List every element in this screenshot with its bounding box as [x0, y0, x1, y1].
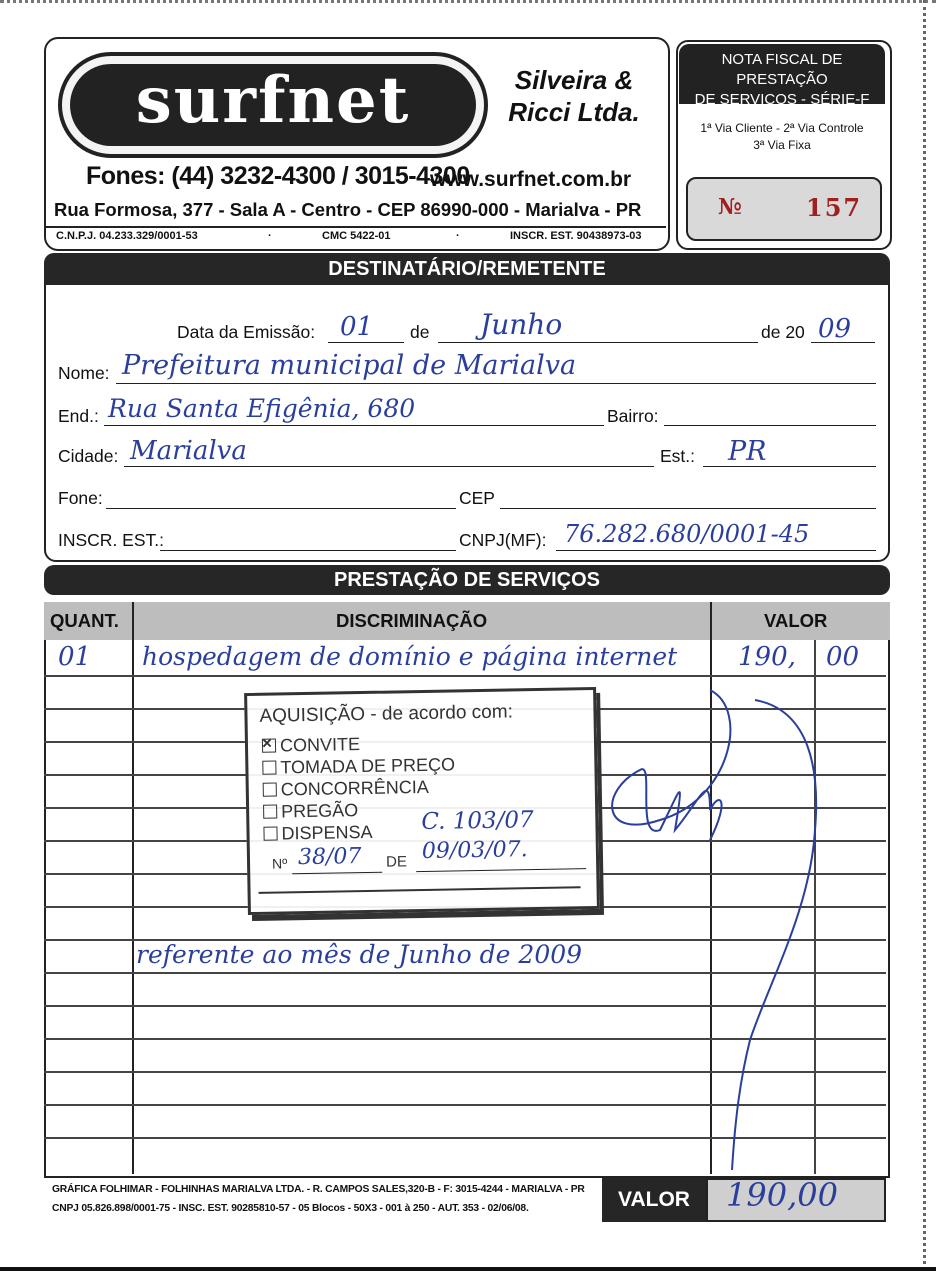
invoice-title-line1: NOTA FISCAL DE PRESTAÇÃO [721, 51, 843, 88]
company-logo [58, 52, 488, 158]
company-cnpj: C.N.P.J. 04.233.329/0001-53 [56, 230, 198, 242]
district-line [664, 425, 876, 426]
company-website: www.surfnet.com.br [430, 168, 632, 191]
city-line [124, 466, 654, 467]
cep-line [500, 508, 876, 509]
perforation-top [0, 0, 936, 6]
printer-info-line2: CNPJ 05.826.898/0001-75 - INSC. EST. 90285810-57 - 05 Blocos - 50X3 - 001 à 250 - AUT. 353 - 02/06/08. [52, 1203, 529, 1214]
checkbox-icon [263, 827, 277, 841]
col-header-quantity: QUANT. [50, 610, 119, 631]
checkbox-icon [263, 805, 277, 819]
name-label: Nome: [58, 363, 110, 383]
perforation-right [923, 0, 930, 1271]
state-registration-line [160, 550, 456, 551]
row1-quantity[interactable]: 01 [58, 642, 92, 672]
recipient-cnpj[interactable]: 76.282.680/0001-45 [564, 520, 810, 548]
recipient-address[interactable]: Rua Santa Efigênia, 680 [108, 394, 416, 423]
checked-box-icon [262, 739, 276, 753]
col-header-value: VALOR [764, 610, 828, 631]
stamp-option-dispensa: DISPENSA [263, 822, 372, 845]
checkbox-icon [262, 761, 276, 775]
issue-month[interactable]: Junho [480, 308, 563, 341]
district-label: Bairro: [607, 406, 659, 426]
issue-year-label: de 20 [761, 322, 805, 342]
issue-year[interactable]: 09 [818, 314, 852, 344]
phone-label: Fone: [58, 488, 103, 508]
company-name [494, 64, 654, 128]
stamp-title: AQUISIÇÃO - de acordo com: [259, 701, 514, 727]
state-registration-label: INSCR. EST.: [58, 530, 164, 550]
invoice-title [679, 44, 885, 108]
col-divider [132, 602, 134, 1174]
copy-distribution-line2: 3ª Via Fixa [753, 138, 811, 152]
cnpj-label: CNPJ(MF): [459, 530, 547, 550]
stamp-number-label: Nº [271, 855, 288, 872]
invoice-title-line2: DE SERVIÇOS - SÉRIE-F [694, 91, 870, 108]
stamp-date: 09/03/07. [421, 837, 528, 865]
date-de-label: de [410, 322, 430, 342]
issue-day-line [328, 342, 404, 343]
printer-info-line1: GRÁFICA FOLHIMAR - FOLHINHAS MARIALVA LTDA. - R. CAMPOS SALES,320-B - F: 3015-4244 - MARIALVA - PR [52, 1184, 585, 1195]
invoice-number-label: № [718, 194, 742, 220]
row1-value-cents[interactable]: 00 [826, 642, 860, 672]
stamp-option-pregao: PREGÃO [263, 800, 358, 823]
ids-separator: · [268, 230, 272, 242]
stamp-signature-line [259, 886, 581, 894]
recipient-name[interactable]: Prefeitura municipal de Marialva [122, 350, 577, 381]
procurement-stamp [244, 687, 600, 915]
issue-day[interactable]: 01 [340, 312, 374, 342]
col-header-description: DISCRIMINAÇÃO [336, 610, 488, 631]
recipient-state[interactable]: PR [728, 436, 767, 467]
company-cmc: CMC 5422-01 [322, 230, 391, 242]
stamp-option-tomada: TOMADA DE PREÇO [262, 754, 455, 778]
stamp-option-concorrencia: CONCORRÊNCIA [263, 777, 429, 801]
company-name-line1: Silveira & [514, 65, 634, 95]
ids-divider [44, 226, 666, 228]
address-label: End.: [58, 406, 99, 426]
stamp-option-convite: ×CONVITE [262, 734, 360, 757]
recipient-city[interactable]: Marialva [130, 436, 247, 466]
city-label: Cidade: [58, 446, 119, 466]
issue-month-line [438, 342, 758, 343]
company-address: Rua Formosa, 377 - Sala A - Centro - CEP 86990-000 - Marialva - PR [54, 199, 642, 220]
total-value[interactable]: 190,00 [726, 1176, 838, 1214]
copy-distribution [680, 120, 884, 154]
row1-description[interactable]: hospedagem de domínio e página internet [142, 642, 678, 671]
company-name-line2: Ricci Ltda. [508, 97, 640, 127]
copy-distribution-line1: 1ª Via Cliente - 2ª Via Controle [700, 121, 864, 135]
company-phones: Fones: (44) 3232-4300 / 3015-4300 [86, 162, 470, 190]
state-label: Est.: [660, 446, 696, 466]
stamp-number-line [292, 872, 382, 875]
signature-scribble [560, 680, 850, 1180]
address-line [104, 425, 604, 426]
service-period-note[interactable]: referente ao mês de Junho de 2009 [136, 940, 583, 969]
total-value-label: VALOR [602, 1178, 706, 1222]
stamp-number: 38/07 [297, 844, 362, 871]
stamp-handwritten-ref: C. 103/07 [421, 807, 534, 836]
ids-separator: · [456, 230, 460, 242]
invoice-number: 157 [806, 193, 863, 222]
table-row-rule [44, 675, 886, 677]
services-section-title: PRESTAÇÃO DE SERVIÇOS [44, 565, 890, 595]
cnpj-line [556, 550, 876, 551]
row1-value-int[interactable]: 190, [738, 642, 796, 672]
issue-date-label: Data da Emissão: [177, 322, 316, 342]
cep-label: CEP [459, 488, 495, 508]
checkbox-icon [263, 783, 277, 797]
phone-line [106, 508, 456, 509]
recipient-section-title: DESTINATÁRIO/REMETENTE [44, 253, 890, 285]
scan-edge-bottom [0, 1267, 936, 1271]
name-line [116, 383, 876, 384]
company-inscr-est: INSCR. EST. 90438973-03 [510, 230, 642, 242]
stamp-date-label: DE [385, 853, 408, 871]
logo-text: surfnet [70, 64, 476, 146]
